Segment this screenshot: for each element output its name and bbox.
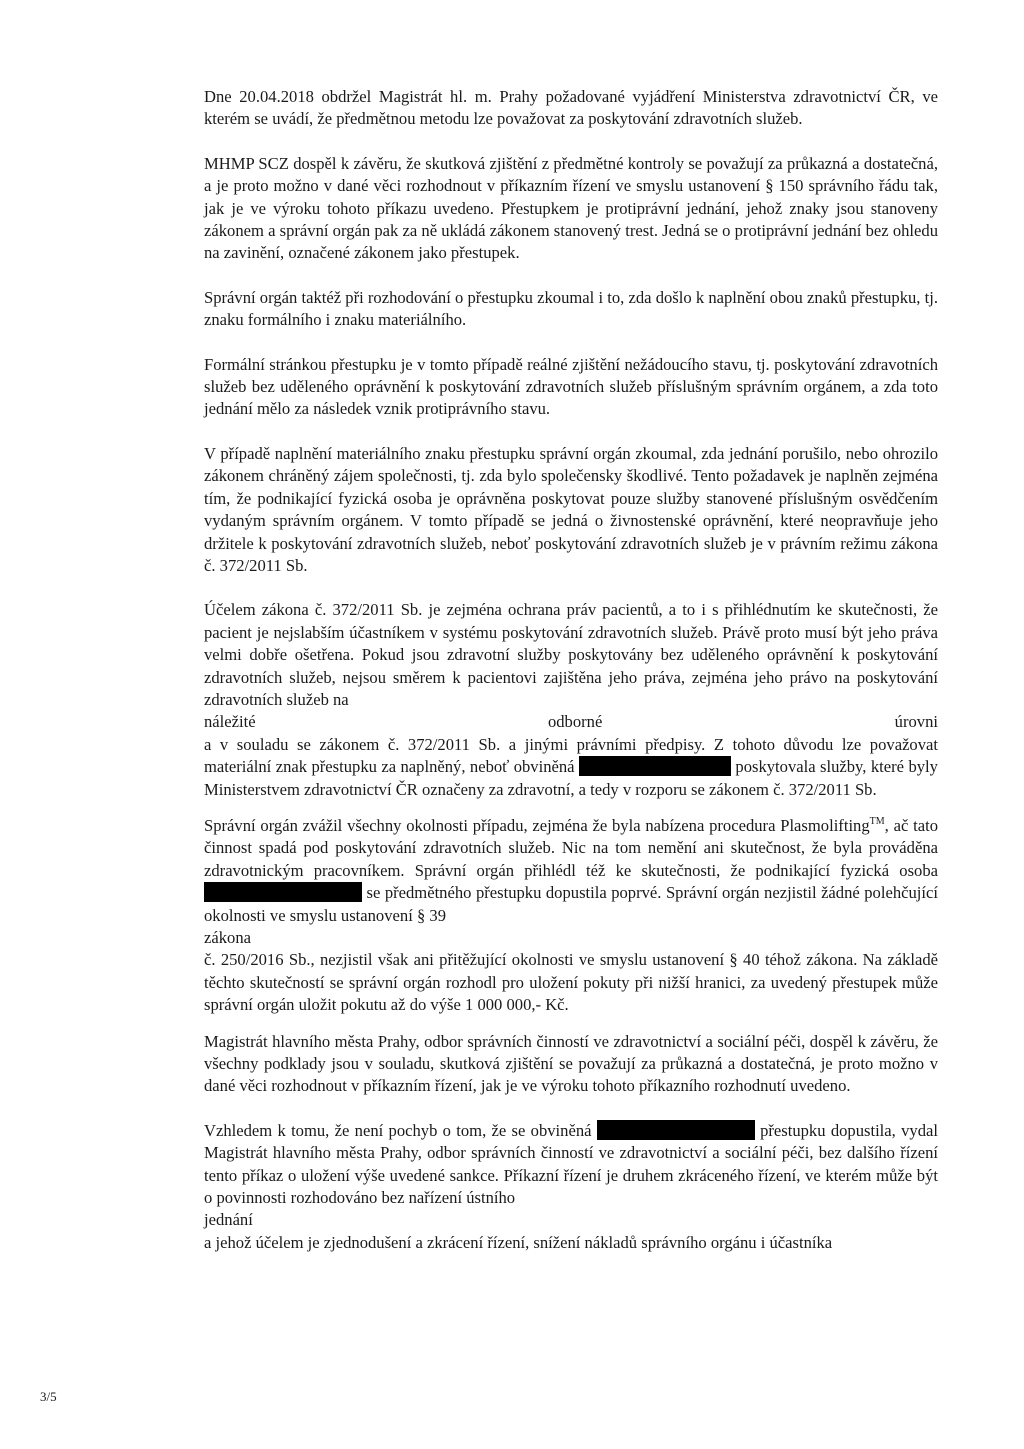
paragraph-no-doubt	[204, 1120, 938, 1210]
paragraph-law-purpose-text: Účelem zákona č. 372/2011 Sb. je zejména ochrana práv pacientů, a to i s přihlédnutím ke skutečnosti, že pacient je nejslabším účastníkem v systému poskytování zdravotních služeb. Právě proto musí být jeho práva velmi dobře ošetřena. Pokud jsou zdravotní služby poskytovány bez uděleného oprávnění k poskytování zdravotních služeb, nejsou směrem k pacientovi zajištěna jeho práva, zejména jeho právo na poskytování zdravotních služeb na	[204, 600, 938, 709]
word-urovni: úrovni	[894, 712, 938, 732]
circumstances-text-b: , ač tato činnost spadá pod poskytování zdravotních služeb. Nic na tom nemění ani skutečnost, že byla prováděna zdravotnickým pracovníkem. Správní orgán přihlédl též ke skutečnosti, že podnikající fyzická osoba	[204, 815, 938, 880]
page-number: 3/5	[40, 1389, 57, 1404]
trademark-sup: TM	[869, 815, 885, 827]
redaction-box	[597, 1120, 755, 1140]
paragraph-magistrate-conclusion: Magistrát hlavního města Prahy, odbor správních činností ve zdravotnictví a sociální péči, dospěl k závěru, že všechny podklady jsou v souladu, skutková zjištění se považují za průkazná a dostatečná, je proto možno v dané věci rozhodnout v příkazním řízení, jak je ve výroku tohoto příkazního rozhodnutí uvedeno.	[204, 1031, 938, 1096]
paragraph-law-purpose	[204, 599, 938, 801]
paragraph-law-purpose-continued	[204, 734, 938, 801]
word-nalezite: náležité	[204, 712, 256, 732]
circumstances-text-a: Správní orgán zvážil všechny okolnosti případu, zejména že byla nabízena procedura Plasmolifting	[204, 815, 870, 835]
redaction-box	[579, 756, 731, 776]
spaced-words-line	[204, 711, 938, 733]
circumstances-text-d: zákona	[204, 928, 251, 947]
paragraph-formal-aspect: Formální stránkou přestupku je v tomto případě reálné zjištění nežádoucího stavu, tj. poskytování zdravotních služeb bez uděleného oprávnění k poskytování zdravotních služeb příslušným správním orgánem, a zda toto jednání mělo za následek vznik protiprávního stavu.	[204, 354, 938, 419]
circumstances-text-c: se předmětného přestupku dopustila poprvé. Správní orgán nezjistil žádné polehčující okolnosti ve smyslu ustanovení § 39	[204, 883, 938, 925]
document-page	[204, 86, 938, 1254]
paragraph-law-purpose-text-c: poskytovala služby, které byly Ministerstvem zdravotnictví ČR označeny za zdravotní, a tedy v rozporu se zákonem č. 372/2011 Sb.	[204, 757, 938, 799]
paragraph-law-purpose-text-b: a v souladu se zákonem č. 372/2011 Sb. a jinými právními předpisy. Z tohoto důvodu lze považovat materiální znak přestupku za naplněný, neboť obviněná	[204, 734, 938, 777]
paragraph-circumstances	[204, 815, 938, 927]
no-doubt-text-b: přestupku dopustila, vydal Magistrát hlavního města Prahy, odbor správních činností ve zdravotnictví a sociální péči, bez dalšího řízení tento příkaz o uložení výše uvedené sankce. Příkazní řízení je druhem zkráceného řízení, ve kterém může být o povinnosti rozhodováno bez nařízení ústního	[204, 1120, 938, 1208]
circumstances-text-e: č. 250/2016 Sb., nezjistil však ani přitěžující okolnosti ve smyslu ustanovení § 40 téhož zákona. Na základě těchto skutečností se správní orgán rozhodl pro uložení pokuty při nižší hranici, za uvedený přestupek může správní orgán uložit pokutu až do výše 1 000 000,- Kč.	[204, 950, 938, 1015]
redaction-box	[204, 882, 362, 902]
no-doubt-text-d: a jehož účelem je zjednodušení a zkrácení řízení, snížení nákladů správního orgánu i účastníka	[204, 1232, 833, 1252]
paragraph-offence-characteristics: Správní orgán taktéž při rozhodování o přestupku zkoumal i to, zda došlo k naplnění obou znaků přestupku, tj. znaku formálního i znaku materiálního.	[204, 287, 938, 330]
paragraph-mhmp-conclusion: MHMP SCZ dospěl k závěru, že skutková zjištění z předmětné kontroly se považují za průkazná a dostatečná, a je proto možno v dané věci rozhodnout v příkazním řízení ve smyslu ustanovení § 150 správního řádu tak, jak je ve výroku tohoto příkazu uvedeno. Přestupkem je protiprávní jednání, jehož znaky jsou stanoveny zákonem a správní orgán pak za ně ukládá zákonem stanovený trest. Jedná se o protiprávní jednání bez ohledu na zavinění, označené zákonem jako přestupek.	[204, 153, 938, 263]
word-odborne: odborné	[547, 712, 603, 732]
no-doubt-text-a: Vzhledem k tomu, že není pochyb o tom, že se obviněná	[204, 1120, 592, 1140]
paragraph-material-aspect: V případě naplnění materiálního znaku přestupku správní orgán zkoumal, zda jednání porušilo, nebo ohrozilo zákonem chráněný zájem společnosti, tj. zda bylo společensky škodlivé. Tento požadavek je naplněn zejména tím, že podnikající fyzická osoba je oprávněna poskytovat pouze služby stanovené příslušným osvědčením vydaným správním orgánem. V tomto případě se jedná o živnostenské oprávnění, které neopravňuje jeho držitele k poskytování zdravotních služeb, neboť poskytování zdravotních služeb je v právním režimu zákona č. 372/2011 Sb.	[204, 443, 938, 575]
no-doubt-text-c: jednání	[204, 1210, 253, 1230]
paragraph-ministry-statement: Dne 20.04.2018 obdržel Magistrát hl. m. Prahy požadované vyjádření Ministerstva zdravotnictví ČR, ve kterém se uvádí, že předmětnou metodu lze považovat za poskytování zdravotních služeb.	[204, 87, 938, 129]
